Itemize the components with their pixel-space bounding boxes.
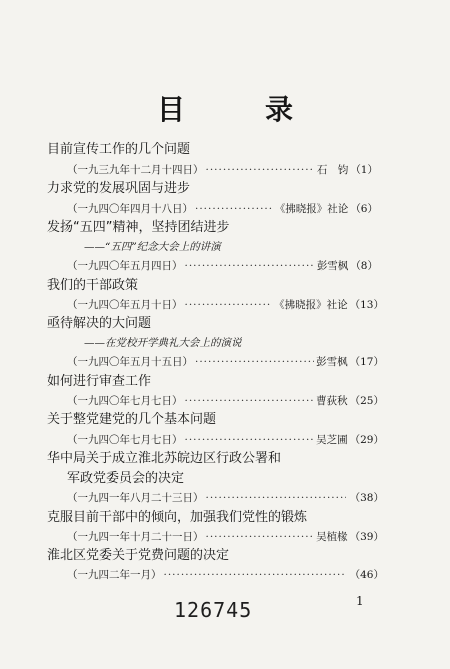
toc-date-line	[0, 296, 450, 314]
toc-date-line	[0, 392, 450, 410]
toc-subtitle: ——在党校开学典礼大会上的演说	[84, 337, 242, 349]
toc-page: （6）	[350, 203, 378, 215]
toc-author: 曹荻秋	[316, 395, 348, 407]
toc-date: （一九四〇年四月十八日）	[67, 203, 193, 215]
toc-page: （29）	[349, 434, 384, 446]
toc-author: 吴芝圃	[316, 434, 348, 446]
title-char-1: 目	[156, 93, 185, 126]
toc-date: （一九四一年八月二十三日）	[67, 492, 204, 504]
toc-subtitle: ——“五四”纪念大会上的讲演	[84, 241, 221, 253]
leader-dots	[185, 431, 315, 449]
toc-date: （一九三九年十二月十四日）	[67, 164, 204, 176]
toc-date: （一九四〇年五月十日）	[67, 299, 183, 311]
toc-date: （一九四二年一月）	[67, 569, 162, 581]
toc-date-line	[0, 431, 450, 449]
leader-dots	[185, 296, 273, 314]
toc-page: （38）	[349, 492, 384, 504]
leader-dots	[185, 257, 315, 275]
toc-date-line	[0, 353, 450, 371]
toc-date-line	[0, 489, 450, 507]
toc-heading: 华中局关于成立淮北苏皖边区行政公署和	[47, 451, 282, 466]
toc-author: 彭雪枫	[316, 260, 349, 272]
toc-page: （13）	[349, 299, 384, 311]
leader-dots	[195, 353, 314, 371]
toc-page: （1）	[350, 164, 378, 176]
toc-date: （一九四〇年五月四日）	[67, 260, 183, 272]
leader-dots	[185, 392, 315, 410]
inventory-stamp: 126745	[174, 598, 253, 622]
toc-heading: 我们的干部政策	[47, 278, 139, 293]
toc-date: （一九四一年十月二十一日）	[67, 531, 204, 543]
toc-date-line	[0, 257, 450, 275]
toc-author: 彭雪枫	[316, 356, 348, 368]
toc-date-line	[0, 528, 450, 546]
toc-page: （8）	[350, 260, 378, 272]
toc-page: （17）	[349, 356, 384, 368]
toc-date: （一九四〇年七月七日）	[67, 395, 183, 407]
toc-heading: 淮北区党委关于党费问题的决定	[47, 548, 230, 563]
toc-date: （一九四〇年七月七日）	[67, 434, 183, 446]
toc-heading-continued: 军政党委员会的决定	[67, 471, 185, 486]
toc-date-line	[0, 566, 450, 584]
toc-page: （25）	[349, 395, 384, 407]
toc-heading: 目前宣传工作的几个问题	[47, 142, 191, 157]
toc-date: （一九四〇年五月十五日）	[67, 356, 193, 368]
toc-heading: 关于整党建党的几个基本问题	[47, 412, 217, 427]
title-char-2: 录	[265, 93, 294, 126]
toc-heading: 如何进行审查工作	[47, 374, 152, 389]
toc-page: （39）	[349, 531, 384, 543]
leader-dots	[164, 566, 346, 584]
toc-author: 《拂晓报》社论	[274, 299, 348, 311]
toc-heading: 亟待解决的大问题	[47, 316, 152, 331]
toc-date-line	[0, 200, 450, 218]
toc-author: 《拂晓报》社论	[274, 203, 349, 215]
toc-heading: 发扬“五四”精神，坚持团结进步	[47, 220, 230, 235]
toc-date-line	[0, 161, 450, 179]
leader-dots	[206, 489, 346, 507]
toc-heading: 力求党的发展巩固与进步	[47, 181, 191, 196]
toc-page: （46）	[349, 569, 384, 581]
toc-heading: 克服目前干部中的倾向，加强我们党性的锻炼	[47, 510, 308, 525]
leader-dots	[195, 200, 273, 218]
toc-author: 吴植椽	[316, 531, 348, 543]
leader-dots	[206, 161, 315, 179]
page-number: 1	[356, 594, 364, 608]
leader-dots	[206, 528, 315, 546]
toc-author: 石 钧	[316, 164, 349, 176]
